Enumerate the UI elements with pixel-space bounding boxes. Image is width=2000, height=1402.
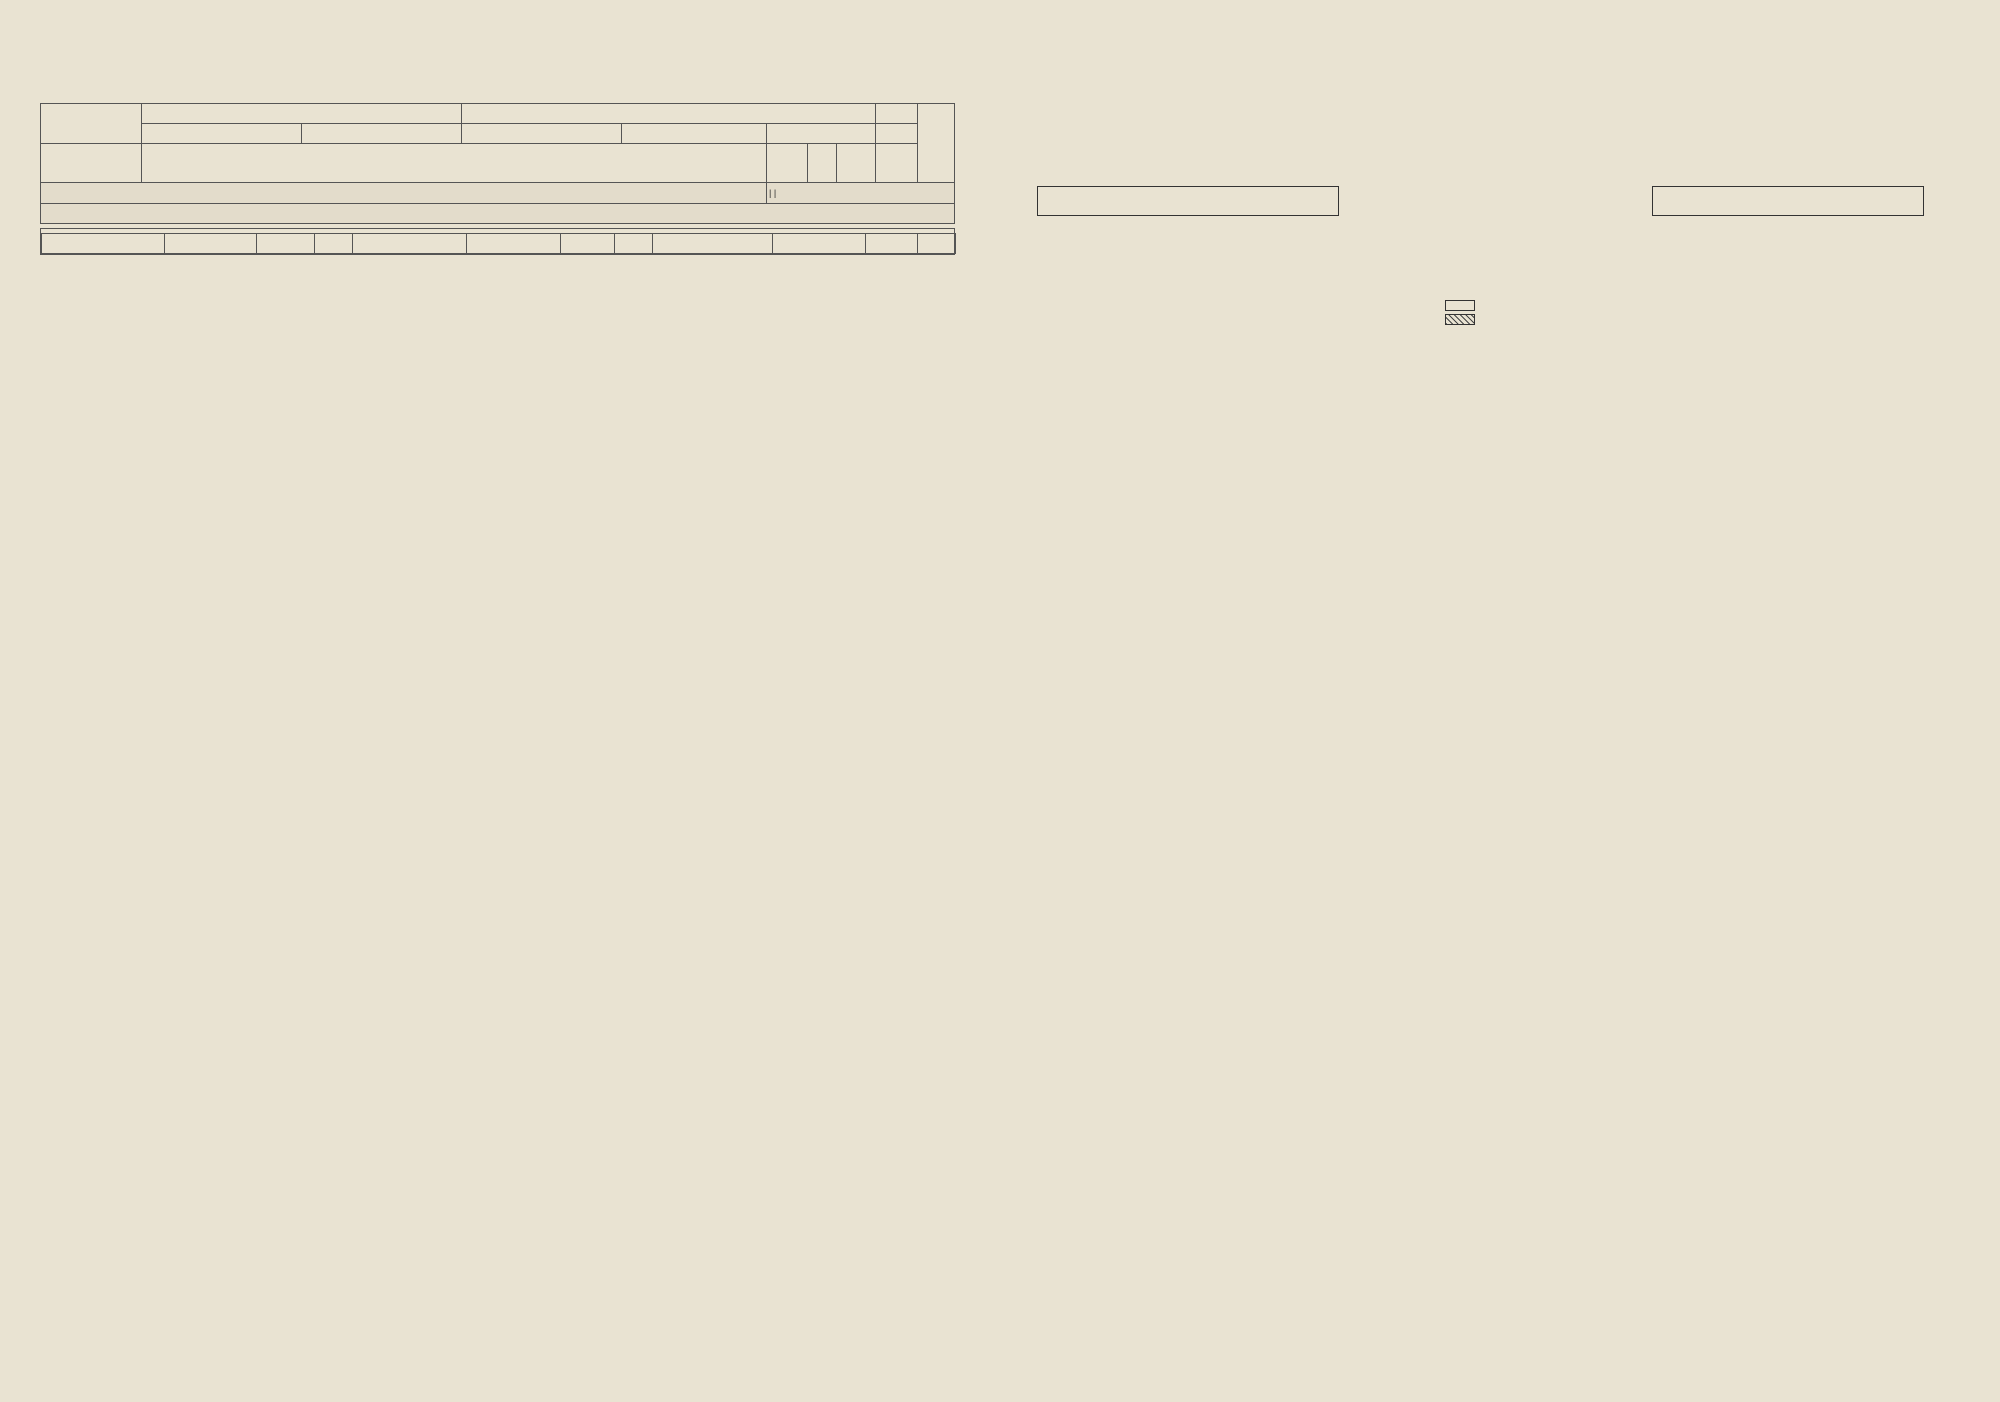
section-kueste: | |: [41, 183, 955, 203]
